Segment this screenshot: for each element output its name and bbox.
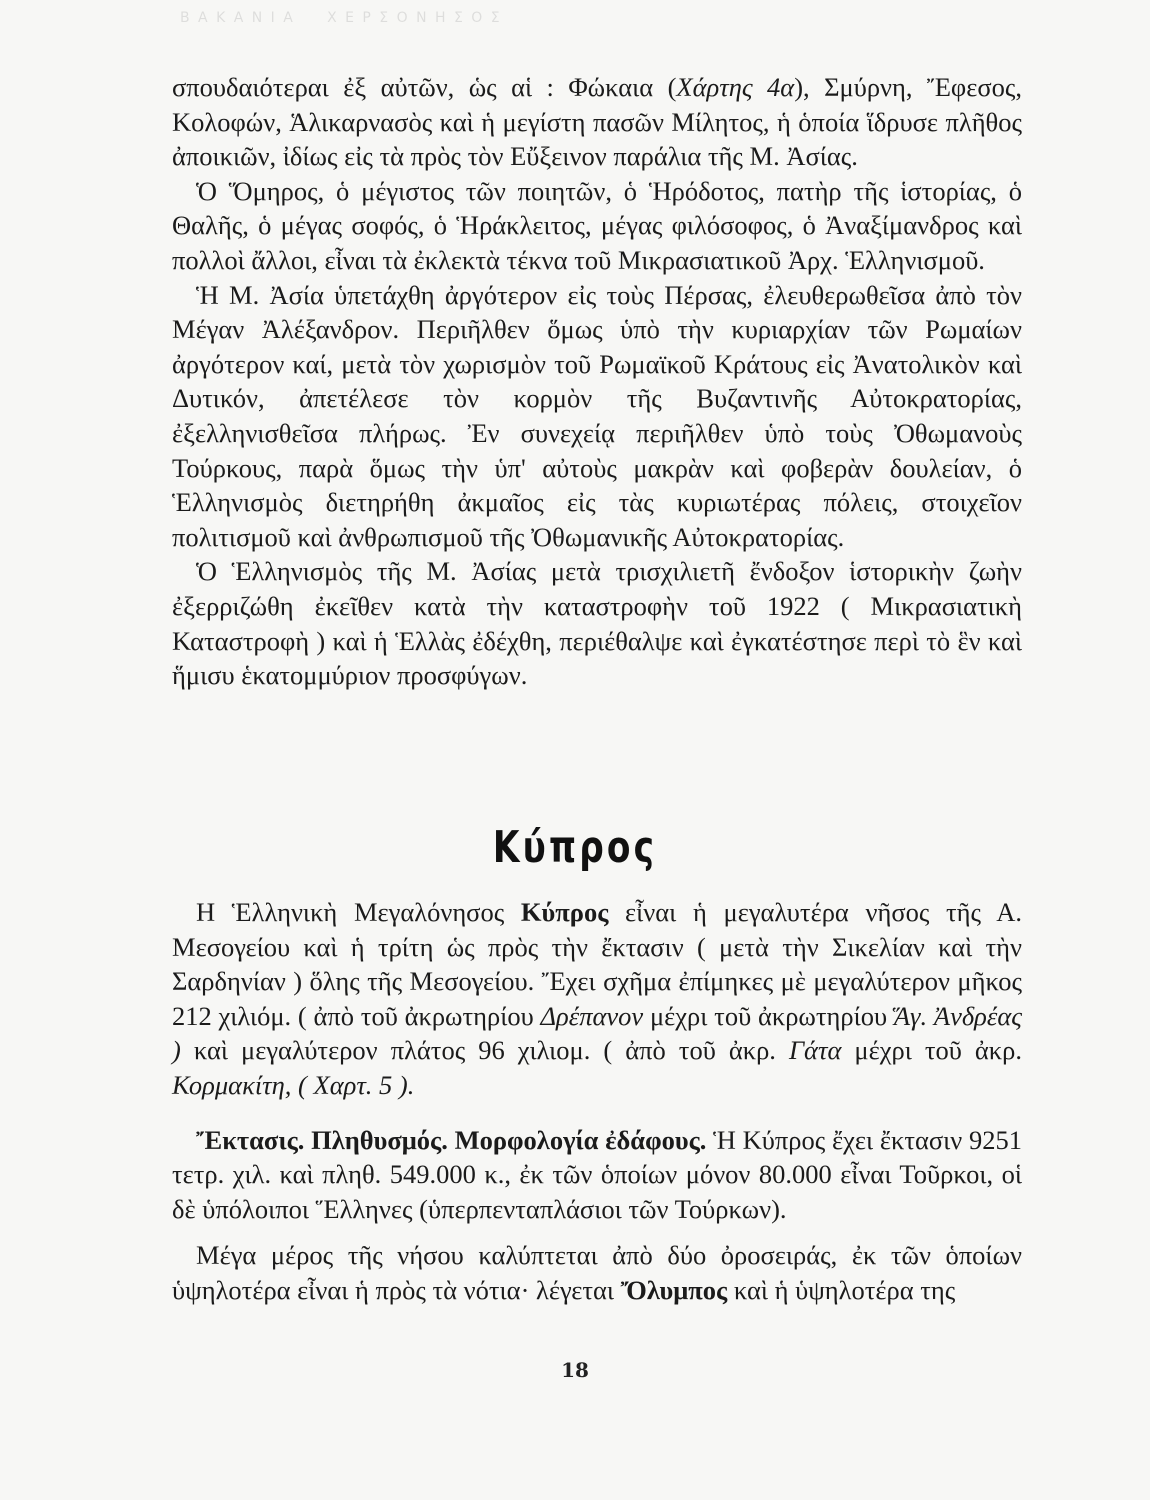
cape-name: Δρέπανον (540, 1000, 644, 1031)
page-number: 18 (561, 1358, 589, 1382)
map-reference: Χάρτης 4α (676, 72, 795, 102)
cape-name: Κορμακίτη, ( Χαρτ. 5 ). (172, 1069, 415, 1100)
subsection-title: Ἔκτασις. Πληθυσμός. Μορφολογία ἐδάφους. (196, 1124, 707, 1155)
section-heading-cyprus: Κύπρος (492, 822, 658, 873)
island-name: Κύπρος (520, 897, 609, 927)
mountain-name: Ὄλυμπος (620, 1274, 728, 1305)
text-span: μέχρι τοῦ ἀκρ. (841, 1035, 1022, 1066)
text-span: εἶναι ἡ μεγαλυτέρα νῆσος τῆς Α. Μεσογείου καὶ ἡ τρίτη ὡς πρὸς τὴν ἔκτασιν ( μετὰ τὴν Σικελίαν καὶ τὴν Σαρδηνίαν ) ὅλης τῆς Μεσογείου. Ἔχει σχῆμα ἐπίμηκες μὲ μεγαλύτερον μῆκος 212 χιλιόμ. ( ἀπὸ τοῦ ἀκρωτηρίου (172, 897, 1022, 1031)
cape-name: Ἅγ. Ἀνδρέας ) (172, 1000, 1022, 1066)
paragraph-famous-people: Ὁ Ὅμηρος, ὁ μέγιστος τῶν ποιητῶν, ὁ Ἡρόδοτος, πατὴρ τῆς ἱστορίας, ὁ Θαλῆς, ὁ μέγας σοφός, ὁ Ἡράκλειτος, μέγας φιλόσοφος, ὁ Ἀναξίμανδρος καὶ πολλοὶ ἄλλοι, εἶναι τὰ ἐκλεκτὰ τέκνα τοῦ Μικρασιατικοῦ Ἀρχ. Ἑλληνισμοῦ. (172, 175, 1022, 275)
text-span: καὶ ἡ ὑψηλοτέρα της (727, 1274, 956, 1305)
paragraph-area-population (172, 1123, 1022, 1227)
text-span: μέχρι τοῦ ἀκρωτηρίου (643, 1000, 894, 1031)
section-asia-minor (172, 70, 1022, 693)
text-span: Η Ἑλληνικὴ Μεγαλόνησος (196, 897, 521, 927)
text-span: ), Σμύρνη, Ἔφεσος, Κολοφών, Ἁλικαρνασὸς καὶ ἡ μεγίστη πασῶν Μίλητος, ἡ ὁποία ἵδρυσε πλῆθος ἀποικιῶν, ἰδίως εἰς τὰ πρὸς τὸν Εὔξεινον παράλια τῆς Μ. Ἀσίας. (172, 72, 1022, 172)
paragraph-cities (172, 70, 1022, 174)
text-span: Ἡ Κύπρος ἔχει ἔκτασιν 9251 τετρ. χιλ. καὶ πληθ. 549.000 κ., ἐκ τῶν ὁποίων μόνον 80.000 εἶναι Τοῦρκοι, οἱ δὲ ὑπόλοιποι Ἕλληνες (ὑπερπενταπλάσιοι τῶν Τούρκων). (172, 1124, 1022, 1224)
paragraph-mountains (172, 1238, 1022, 1307)
text-span: καὶ μεγαλύτερον πλάτος 96 χιλιομ. ( ἀπὸ τοῦ ἀκρ. (180, 1035, 789, 1066)
paragraph-cyprus-intro (172, 895, 1022, 1103)
text-span: Μέγα μέρος τῆς νήσου καλύπτεται ἀπὸ δύο ὀροσειράς, ἐκ τῶν ὁποίων ὑψηλοτέρα εἶναι ἡ πρὸς τὰ νότια· λέγεται (172, 1240, 1022, 1305)
section-cyprus (172, 895, 1022, 1308)
cape-name: Γάτα (788, 1035, 842, 1066)
text-span: σπουδαιότεραι ἐξ αὐτῶν, ὡς αἱ : Φώκαια ( (172, 72, 677, 102)
paragraph-catastrophe: Ὁ Ἑλληνισμὸς τῆς Μ. Ἀσίας μετὰ τρισχιλιετῆ ἔνδοξον ἱστορικὴν ζωὴν ἐξερριζώθη ἐκεῖθεν κατὰ τὴν καταστροφὴν τοῦ 1922 ( Μικρασιατικὴ Καταστροφὴ ) καὶ ἡ Ἑλλὰς ἐδέχθη, περιέθαλψε καὶ ἐγκατέστησε περὶ τὸ ἓν καὶ ἥμισυ ἑκατομμύριον προσφύγων. (172, 556, 1022, 691)
paragraph-history: Ἡ Μ. Ἀσία ὑπετάχθη ἀργότερον εἰς τοὺς Πέρσας, ἐλευθερωθεῖσα ἀπὸ τὸν Μέγαν Ἀλέξανδρον. Περιῆλθεν ὅμως ὑπὸ τὴν κυριαρχίαν τῶν Ρωμαίων ἀργότερον καί, μετὰ τὸν χωρισμὸν τοῦ Ρωμαϊκοῦ Κράτους εἰς Ἀνατολικὸν καὶ Δυτικόν, ἀπετέλεσε τὸν κορμὸν τῆς Βυζαντινῆς Αὐτοκρατορίας, ἐξελληνισθεῖσα πλήρως. Ἐν συνεχείᾳ περιῆλθεν ὑπὸ τοὺς Ὀθωμανοὺς Τούρκους, παρὰ ὅμως τὴν ὑπ' αὐτοὺς μακρὰν καὶ φοβερὰν δουλείαν, ὁ Ἑλληνισμὸς διετηρήθη ἀκμαῖος εἰς τὰς κυριωτέρας πόλεις, στοιχεῖον πολιτισμοῦ καὶ ἀνθρωπισμοῦ τῆς Ὀθωμανικῆς Αὐτοκρατορίας. (172, 279, 1022, 552)
bleed-through-decoration: Β Α Κ Α Ν Ι Α Χ Ε Ρ Σ Ο Ν Η Σ Ο Σ (180, 10, 502, 26)
